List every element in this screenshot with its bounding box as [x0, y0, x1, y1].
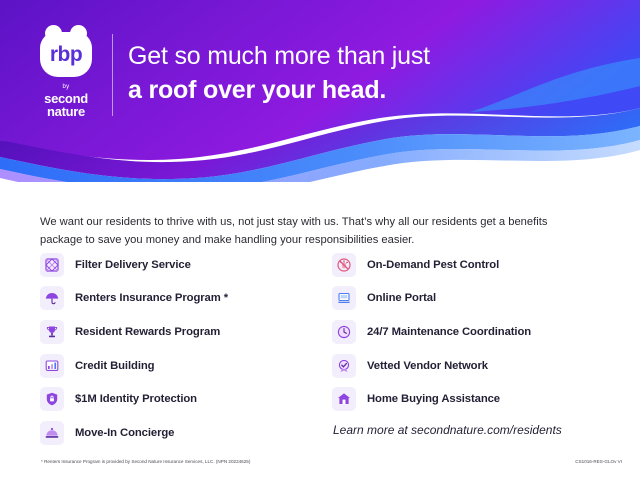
- handshake-badge-icon: [332, 354, 356, 378]
- benefit-item: [40, 248, 332, 282]
- benefit-label: Home Buying Assistance: [367, 393, 500, 406]
- logo-by-text: by: [62, 84, 70, 91]
- footnote-text: * Renters Insurance Program is provided by Second Nature Insurance Services, LLC. (NPN 20224625): [41, 459, 251, 464]
- headline-line-1: Get so much more than just: [128, 42, 430, 70]
- house-key-icon: [332, 387, 356, 411]
- benefit-item: [40, 282, 332, 316]
- logo-name-line2: nature: [47, 103, 85, 119]
- credit-chart-icon: [40, 354, 64, 378]
- filter-icon: [40, 253, 64, 277]
- benefit-item: [332, 248, 600, 282]
- intro-paragraph: We want our residents to thrive with us, not just stay with us. That’s why all our residents get a benefits package to save you money and make handling your responsibilities easier.: [40, 216, 548, 246]
- benefit-label: Renters Insurance Program *: [75, 292, 229, 305]
- benefit-item: [40, 349, 332, 383]
- umbrella-icon: [40, 286, 64, 310]
- concierge-bell-icon: [40, 421, 64, 445]
- trophy-icon: [40, 320, 64, 344]
- pest-control-icon: [332, 253, 356, 277]
- benefit-item: [332, 382, 600, 416]
- benefits-grid: [40, 248, 600, 450]
- clock-tools-icon: [332, 320, 356, 344]
- benefit-label: 24/7 Maintenance Coordination: [367, 325, 532, 338]
- learn-more-text[interactable]: Learn more at secondnature.com/residents: [333, 423, 562, 437]
- logo-name-line1: second: [44, 90, 88, 106]
- headline: [128, 40, 430, 107]
- benefit-label: Vetted Vendor Network: [367, 359, 488, 372]
- lock-shield-icon: [40, 387, 64, 411]
- rbp-badge-icon: [40, 32, 92, 77]
- logo-divider: [112, 34, 113, 116]
- benefit-item: [40, 416, 332, 450]
- benefit-label: Filter Delivery Service: [75, 258, 191, 271]
- benefit-item: [40, 382, 332, 416]
- logo-subtext: [44, 84, 88, 118]
- header-banner: [0, 0, 640, 182]
- benefit-item: [40, 315, 332, 349]
- document-code: CS1016-RES-GLOv VI: [575, 459, 622, 464]
- headline-line-2: a roof over your head.: [128, 75, 387, 104]
- benefit-label: Online Portal: [367, 292, 437, 305]
- benefit-item: [332, 349, 600, 383]
- benefit-item: [332, 282, 600, 316]
- benefit-item: [332, 315, 600, 349]
- logo-mark-text: rbp: [49, 42, 83, 66]
- logo: [30, 32, 102, 118]
- benefit-label: Move-In Concierge: [75, 426, 175, 439]
- benefit-label: On-Demand Pest Control: [367, 258, 500, 271]
- benefit-label: Resident Rewards Program: [75, 325, 221, 338]
- benefit-label: Credit Building: [75, 359, 155, 372]
- benefit-label: $1M Identity Protection: [75, 393, 197, 406]
- laptop-icon: [332, 286, 356, 310]
